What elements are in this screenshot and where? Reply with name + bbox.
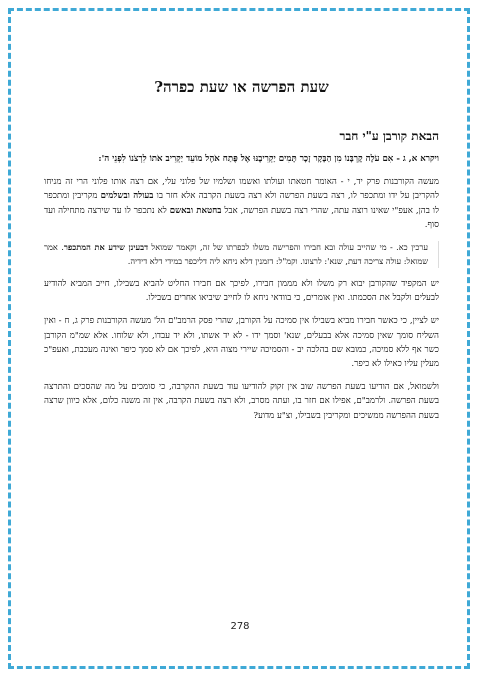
- rambam-text-2: מקריבין ומתכפר לו בהן, אעפ"י שאינו רוצה עתה, שהרי רצה בשעת הפרשה, אבל: [44, 191, 439, 216]
- verse-reference: ויקרא א, ג -: [393, 154, 439, 164]
- paragraph-shmuel: ולשמואל, אם הודיעו בשעת הפרשה שוב אין זקוק להודיעו עוד בשעת ההקרבה, כי סומכים על מה שהסכים והתרצה בשעת הפרשה. ולרמב"ם, אפילו אם חזר בו, ועתה מסרב, ולא רצה בשעת הקרבה, אין זה משנה כלום, אלא כיוון שרצה בשעת ההפרשה ממשיכים ומקריבין בשבילו, וצ"ע מדוע?: [44, 382, 439, 421]
- rambam-text-3: לא נתכפר לו עד שירצה מתחילה ועד סוף.: [44, 205, 439, 230]
- verse-text: אִם עֹלָה קָרְבָּנוֹ מִן הַבָּקָר זָכָר תָּמִים יַקְרִיבֶנּוּ אֶל פֶּתַח אֹהֶל מוֹעֵד יַקְרִיב אֹתוֹ לִרְצֹנוֹ לִפְנֵי ה':: [98, 154, 394, 164]
- rambam-paragraph: [44, 175, 439, 232]
- paragraph-semicha: יש לציין, כי כאשר חבירו מביא בשבילו אין סמיכה על הקורבן, שהרי פסק הרמב"ם הל' מעשה הקורבנות פרק ג, ח - ואין השליח סומך שאין סמיכה אלא בבעלים, שנא' וסמך ידו - לא יד אשתו, ולא יד עבדו, ולא שלוחו. אלא שמ"מ הקורבן כשר אף ללא סמיכה, כמובא שם בהלכה יב - והסמיכה שיירי מצוה היא, לפיכך אם לא סמך כיפר ואינה מעכבת, ואעפ"כ מעלין עליו כאילו לא כיפר.: [44, 316, 439, 370]
- rambam-bold-1: בעולה ובשלמים: [100, 191, 154, 202]
- paragraph-strict: יש המקפיד שהקורבן יבוא רק משלו ולא מממון חבירו, לפיכך אם חבירו החליט להביא בשבילו, חייב המביא להודיע לבעלים ולקבל את הסכמתו. ואין אומרים, כי בוודאי ניחא לו לחייב שיביאו אחרים בשבילו.: [44, 279, 439, 304]
- page-content: [44, 78, 439, 432]
- page-title: שעת הפרשה או שעת כפרה?: [154, 78, 329, 96]
- gemara-text-1: ערכין כא. - מי שהייב עולה ובא חבירו והפרישה משלו לכפרתו של זה, וקאמר שמואל: [148, 242, 428, 253]
- gemara-bold: דבעינן שידע את המתכפר: [63, 242, 149, 253]
- section-heading: הבאת קורבן ע"י חבר: [339, 129, 439, 143]
- verse-paragraph: [44, 152, 439, 166]
- gemara-text-2: . אמר שמואל: עולה צריכה דעת, שנא': לרצונו. וקמ"ל: דזמנין דלא ניחא ליה דליכפר במידי דלא דידיה.: [44, 242, 428, 266]
- rambam-text-1: מעשה הקורבנות פרק יד, י - האומר חטאתו ועולתו ואשמו ושלמיו של פלוני עלי, אם רצה אותו פלוני הרי זה מניחו להקריבן על ידו ומתכפר לו, רצה בשעת הפרשה ולא רצה בשעת הקרבה אלא חזר בו: [44, 177, 439, 202]
- page-number: 278: [230, 621, 250, 632]
- rambam-bold-2: בחטאת ובאשם: [169, 205, 222, 216]
- gemara-quote: [44, 241, 439, 268]
